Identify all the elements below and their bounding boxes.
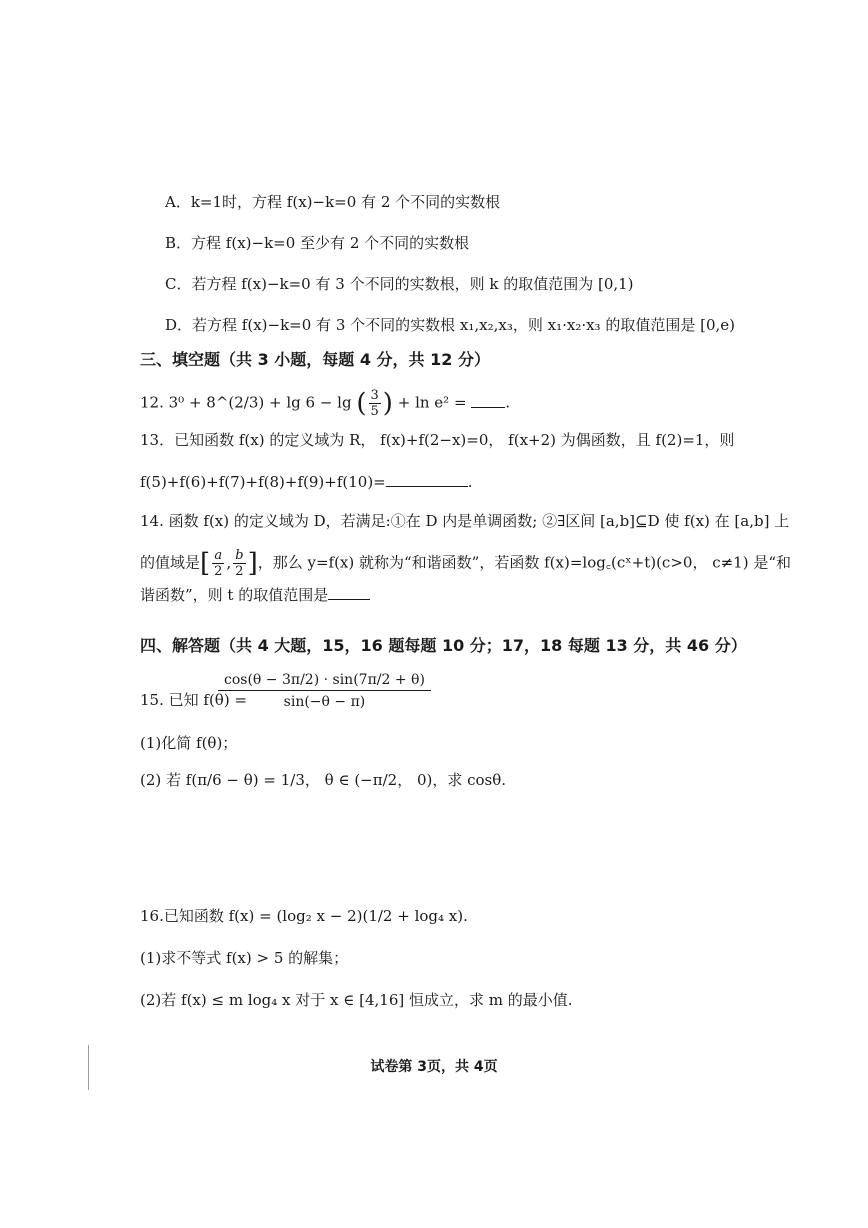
q15-part-2: (2) 若 f(π/6 − θ) = 1/3， θ ∈ (−π/2， 0)，求 cosθ. — [140, 771, 507, 789]
q12-number: 12. — [140, 393, 164, 412]
page-footer: 试卷第 3页，共 4页 — [370, 1059, 498, 1075]
question-12: 12. 3⁰ + 8^(2/3) + lg 6 − lg ( $\frac{3}{5}$ ) + ln e² = . — [140, 388, 511, 419]
q14-line-2: 的值域是[ $\frac{a}{2}$ , $\frac{b}{2}$ ]，那么 y=f(x) 就称为“和谐函数”，若函数 f(x)=log꜀(cˣ+t)(c>0， c≠1) 是“和 — [140, 548, 792, 579]
q15-denominator: sin(−θ − π) — [283, 694, 366, 710]
q13-line-1: 13．已知函数 f(x) 的定义域为 R， f(x)+f(2−x)=0， f(x+2) 为偶函数，且 f(2)=1，则 — [140, 431, 735, 449]
q16-stem: 16.已知函数 f(x) = (log₂ x − 2)(1/2 + log₄ x). — [140, 907, 468, 925]
option-b: B．方程 f(x)−k=0 至少有 2 个不同的实数根 — [165, 234, 470, 252]
option-a: A．k=1时，方程 f(x)−k=0 有 2 个不同的实数根 — [165, 193, 501, 211]
q13-answer-blank — [386, 472, 468, 487]
q16-part-2: (2)若 f(x) ≤ m log₄ x 对于 x ∈ [4,16] 恒成立，求 m 的最小值. — [140, 991, 573, 1009]
q16-part-1: (1)求不等式 f(x) > 5 的解集； — [140, 949, 349, 967]
q14-answer-blank — [328, 585, 370, 600]
section-3-title: 三、填空题（共 3 小题，每题 4 分，共 12 分） — [140, 350, 490, 369]
q15-numerator: cos(θ − 3π/2) · sin(7π/2 + θ) — [218, 672, 431, 691]
q15-prefix: 15. 已知 f(θ) = — [140, 691, 248, 709]
q15-fraction — [218, 672, 431, 710]
q12-expression-end: + ln e² = — [397, 393, 467, 412]
q12-fraction: $\frac{3}{5}$ — [370, 388, 379, 419]
section-4-title: 四、解答题（共 4 大题，15，16 题每题 10 分；17，18 每题 13 分，共 46 分） — [140, 636, 747, 655]
q12-answer-blank — [471, 393, 505, 408]
q14-line-3: 谐函数”，则 t 的取值范围是 — [140, 585, 370, 605]
q14-line-1: 14. 函数 f(x) 的定义域为 D，若满足:①在 D 内是单调函数; ②∃区间 [a,b]⊆D 使 f(x) 在 [a,b] 上 — [140, 512, 790, 530]
option-d: D．若方程 f(x)−k=0 有 3 个不同的实数根 x₁,x₂,x₃，则 x₁·x₂·x₃ 的取值范围是 [0,e) — [165, 316, 736, 334]
q12-expression-start: 3⁰ + 8^(2/3) + lg 6 − lg — [168, 393, 352, 412]
q15-part-1: (1)化简 f(θ)； — [140, 734, 238, 752]
q13-line-2: f(5)+f(6)+f(7)+f(8)+f(9)+f(10)= . — [140, 473, 473, 491]
option-c: C．若方程 f(x)−k=0 有 3 个不同的实数根，则 k 的取值范围为 [0,1) — [165, 275, 634, 293]
